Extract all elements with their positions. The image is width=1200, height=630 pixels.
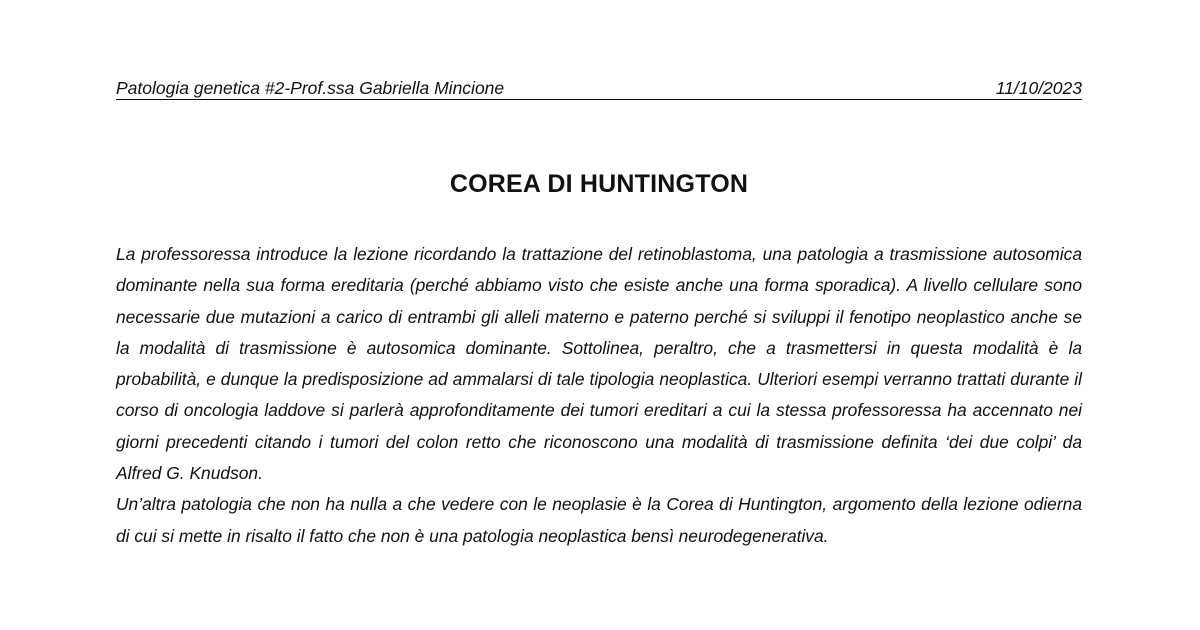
lecture-date: 11/10/2023 <box>995 78 1082 98</box>
course-title: Patologia genetica #2-Prof.ssa Gabriella Mincione <box>116 78 505 98</box>
paragraph-huntington: Un’altra patologia che non ha nulla a che vedere con le neoplasie è la Corea di Huntington, argomento della lezione odierna di cui si mette in risalto il fatto che non è una patologia neoplastica bensì neurodegenerativa. <box>116 494 1082 546</box>
document-title: COREA DI HUNTINGTON <box>449 170 749 198</box>
page-header <box>116 76 1082 100</box>
paragraph-retinoblastoma: La professoressa introduce la lezione ricordando la trattazione del retinoblastoma, una patologia a trasmissione autosomica dominante nella sua forma ereditaria (perché abbiamo visto che esiste anche una forma sporadica). A livello cellulare sono necessarie due mutazioni a carico di entrambi gli alleli materno e paterno perché si sviluppi il fenotipo neoplastico anche se la modalità di trasmissione è autosomica dominante. Sottolinea, peraltro, che a trasmettersi in questa modalità è la probabilità, e dunque la predisposizione ad ammalarsi di tale tipologia neoplastica. Ulteriori esempi verranno trattati durante il corso di oncologia laddove si parlerà approfonditamente dei tumori ereditari a cui la stessa professoressa ha accennato nei giorni precedenti citando i tumori del colon retto che riconoscono una modalità di trasmissione definita ‘dei due colpi’ da Alfred G. Knudson. <box>116 244 1082 484</box>
body-text <box>116 239 1082 552</box>
